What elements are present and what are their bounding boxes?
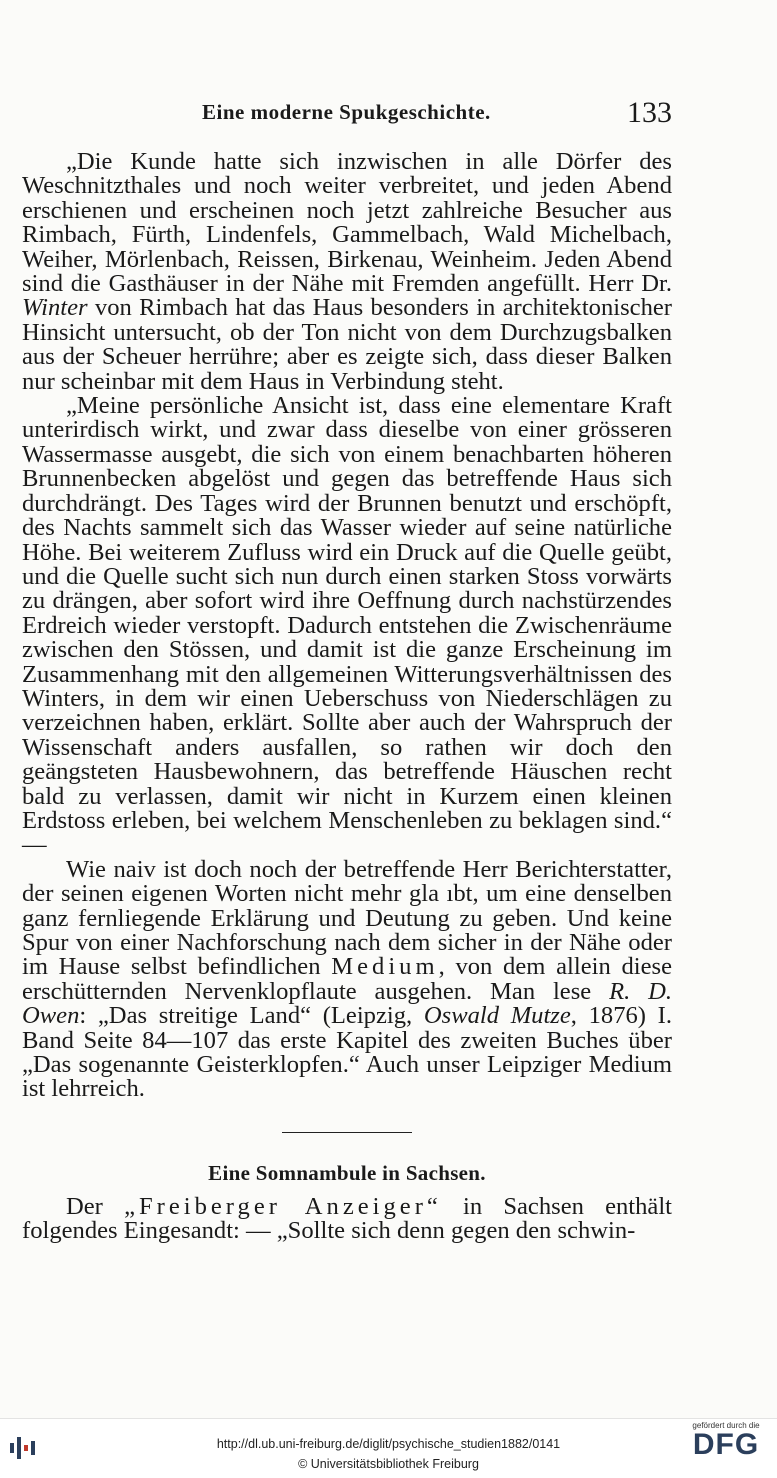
source-url-link[interactable]: http://dl.ub.uni-freiburg.de/diglit/psychische_studien1882/0141 <box>216 1437 561 1451</box>
paragraph-4 <box>22 1192 673 1245</box>
paragraph-3 <box>22 855 673 1103</box>
dfg-caption: gefördert durch die <box>692 1421 760 1430</box>
publisher-mutze: Oswald Mutze <box>423 1002 571 1030</box>
copyright-text: © Universitätsbibliothek Freiburg <box>298 1457 479 1471</box>
paragraph-3-d: , 1876) I. Band Seite 84—107 das erste Kapitel des zweiten Buches über „Das sogenannte Geisterklopfen.“ Auch unser Leipziger Medium ist lehrreich. <box>22 1002 672 1103</box>
section-heading: Eine Somnambule in Sachsen. <box>208 1160 486 1185</box>
paragraph-2: „Meine persönliche Ansicht ist, dass eine elementare Kraft unterirdisch wirkt, und zwar dass dieselbe von einer grösseren Wassermasse ausgebt, die sich von einem benachbarten höheren Brunnenbecken abgelöst und gegen das betreffende Haus sich durchdrängt. Des Tages wird der Brunnen benutzt und erschöpft, des Nachts sammelt sich das Wasser wieder auf seine natürliche Höhe. Bei weiterem Zufluss wird ein Druck auf die Quelle geübt, und die Quelle sucht sich nun durch einen starken Stoss vorwärts zu drängen, aber sofort wird ihre Oeffnung durch nachstürzendes Erdreich wieder verstopft. Dadurch entstehen die Zwischenräume zwischen den Stössen, und damit ist die ganze Erscheinung im Zusammenhang mit den allgemeinen Witterungsverhältnissen des Winters, in dem wir einen Ueberschuss von Niederschlägen zu verzeichnen haben, erklärt. Sollte aber auch der Wahrspruch der Wissenschaft anders ausfallen, so rathen wir doch den geängsteten Hausbewohnern, das betreffende Häuschen recht bald zu verlassen, damit wir nicht in Kurzem einen kleinen Erdstoss erleben, bei welchem Menschenleben zu beklagen sind.“ — <box>22 392 672 859</box>
paragraph-3-c: : „Das streitige Land“ (Leipzig, <box>79 1002 413 1030</box>
paragraph-3-b: , von dem allein diese erschütternden Nervenklopflaute ausgehen. Man lese <box>22 953 672 1005</box>
footer-bar <box>0 1418 777 1478</box>
body-text <box>22 150 672 1244</box>
paragraph-4-b: in Sachsen enthält folgendes Eingesandt: — „Sollte sich denn gegen den schwin- <box>22 1192 673 1245</box>
paragraph-1 <box>22 150 672 394</box>
paragraph-1-rest: von Rimbach hat das Haus besonders in architektonischer Hinsicht untersucht, ob der Ton nicht von dem Durchzugsbalken aus der Scheuer herrühre; aber es zeigte sich, dass dieser Balken nur scheinbar mit dem Haus in Verbindung steht. <box>22 294 672 395</box>
running-header <box>22 96 672 136</box>
word-medium: Medium <box>331 953 439 981</box>
paragraph-1-text: „Die Kunde hatte sich inzwischen in alle Dörfer des Weschnitzthales und noch weiter verbreitet, und jeden Abend erschienen und erscheinen noch jetzt zahlreiche Besucher aus Rimbach, Fürth, Lindenfels, Gammelbach, Wald Michelbach, Weiher, Mörlenbach, Reissen, Birkenau, Weinheim. Jeden Abend sind die Gasthäuser in der Nähe mit Fremden angefüllt. Herr Dr. <box>22 148 672 298</box>
author-owen: R. D. Owen <box>22 977 673 1030</box>
page-number: 133 <box>627 96 672 129</box>
paragraph-3-a: Wie naiv ist doch noch der betreffende Herr Berichterstatter, der seinen eigenen Worten nicht mehr gla ıbt, um eine denselben ganz fernliegende Erklärung und Deutung zu geben. Und keine Spur von einer Nachforschung nach dem sicher in der Nähe oder im Hause selbst befindlichen <box>22 855 672 981</box>
section-divider <box>282 1132 412 1133</box>
running-title: Eine moderne Spukgeschichte. <box>202 100 491 124</box>
dfg-wordmark: DFG <box>692 1428 760 1461</box>
newspaper-name: „Freiberger Anzeiger“ <box>124 1192 442 1220</box>
dfg-logo <box>683 1421 769 1460</box>
name-winter: Winter <box>22 294 88 322</box>
paragraph-4-a: Der <box>66 1192 103 1220</box>
